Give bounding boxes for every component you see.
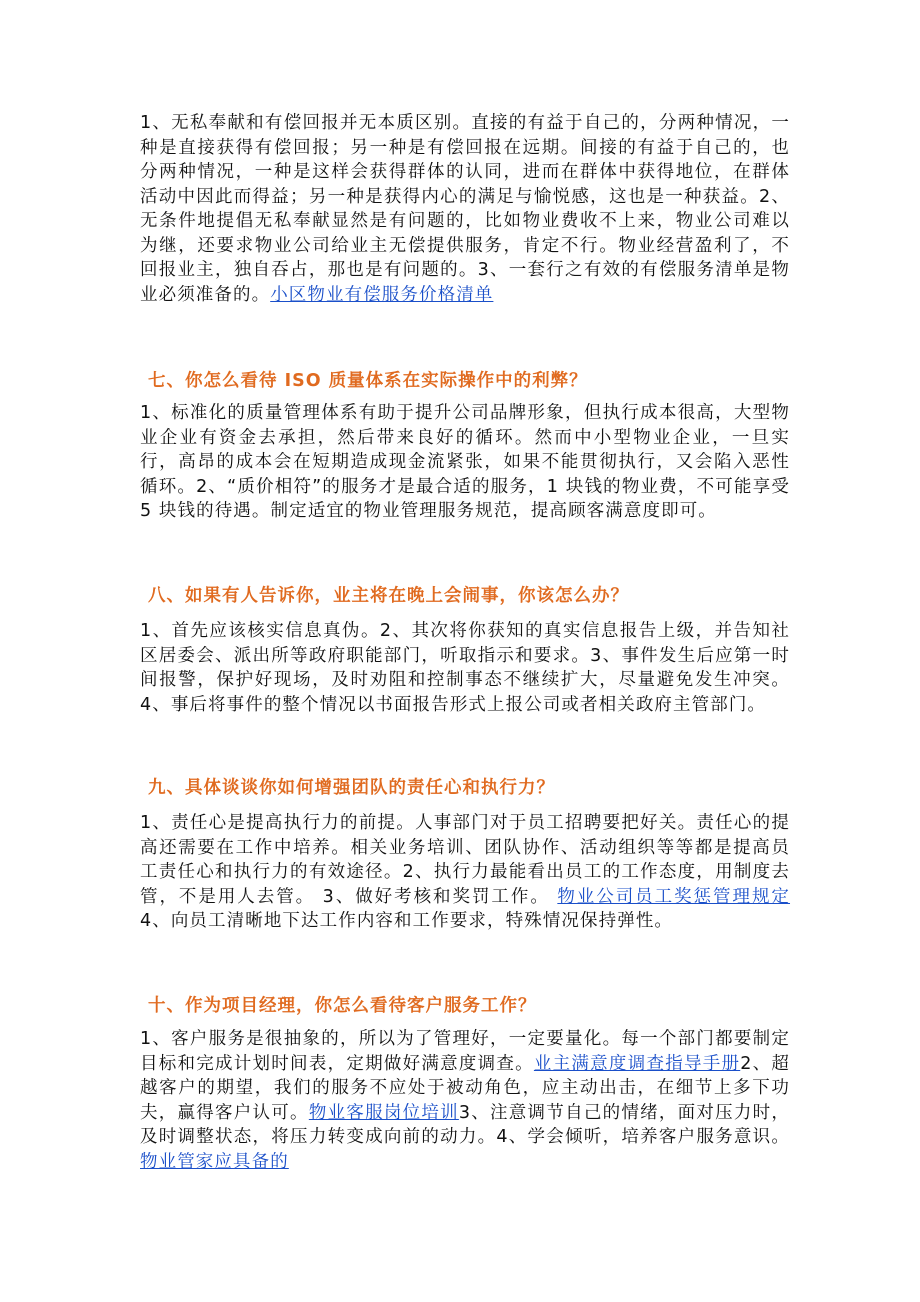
heading-section-8: 八、如果有人告诉你，业主将在晚上会闹事，你该怎么办？ [148,586,629,606]
paragraph-section-8 [140,619,790,717]
paragraph-text: 4、向员工清晰地下达工作内容和工作要求，特殊情况保持弹性。 [140,911,674,931]
heading-section-10: 十、作为项目经理，你怎么看待客户服务工作？ [148,996,537,1016]
paragraph-text: 1、无私奉献和有偿回报并无本质区别。直接的有益于自己的，分两种情况，一种是直接获得有偿回报；另一种是有偿回报在远期。间接的有益于自己的，也分两种情况，一种是这样会获得群体的认同，进而在群体中获得地位，在群体活动中因此而得益；另一种是获得内心的满足与愉悦感，这也是一种获益。2、无条件地提倡无私奉献显然是有问题的，比如物业费收不上来，物业公司难以为继，还要求物业公司给业主无偿提供服务，肯定不行。物业经营盈利了，不回报业主，独自吞占，那也是有问题的。3、一套行之有效的有偿服务清单是物业必须准备的。 [140,113,790,305]
paragraph-text: 1、客户服务是很抽象的，所以为了管理好，一定要量化。每一个部门都要制定目标和完成计划时间表，定期做好满意度调查。 [140,1029,790,1074]
paragraph-text: 1、首先应该核实信息真伪。2、其次将你获知的真实信息报告上级，并告知社区居委会、派出所等政府职能部门，听取指示和要求。3、事件发生后应第一时间报警，保护好现场，及时劝阻和控制事态不继续扩大，尽量避免发生冲突。4、事后将事件的整个情况以书面报告形式上报公司或者相关政府主管部门。 [140,621,790,715]
link-satisfaction-survey-manual[interactable]: 业主满意度调查指导手册 [533,1053,741,1074]
paragraph-text: 1、责任心是提高执行力的前提。人事部门对于员工招聘要把好关。责任心的提高还需要在工作中培养。相关业务培训、团队协作、活动组织等等都是提高员工责任心和执行力的有效途径。2、执行力最能看出员工的工作态度，用制度去管，不是用人去管。 3、做好考核和奖罚工作。 [140,813,790,907]
link-employee-reward-punishment-rules[interactable]: 物业公司员工奖惩管理规定 [557,886,791,907]
link-customer-service-training[interactable]: 物业客服岗位培训 [308,1102,459,1123]
heading-section-7: 七、你怎么看待 ISO 质量体系在实际操作中的利弊？ [148,371,588,391]
paragraph-1 [140,111,790,307]
paragraph-section-7 [140,401,790,524]
heading-section-9: 九、具体谈谈你如何增强团队的责任心和执行力？ [148,778,555,798]
paragraph-text: 3、注意调节自己的情绪，面对压力时，及时调整状态，将压力转变成向前的动力。4、学会倾听，培养客户服务意识。 [140,1102,790,1147]
link-property-butler-requirements[interactable]: 物业管家应具备的 [140,1151,289,1172]
paragraph-text: 2、超越客户的期望，我们的服务不应处于被动角色，应主动出击，在细节上多下功夫，赢得客户认可。 [140,1053,790,1123]
paragraph-section-10 [140,1027,790,1174]
paragraph-text: 1、标准化的质量管理体系有助于提升公司品牌形象，但执行成本很高，大型物业企业有资金去承担，然后带来良好的循环。然而中小型物业企业，一旦实行，高昂的成本会在短期造成现金流紧张，如果不能贯彻执行，又会陷入恶性循环。2、“质价相符”的服务才是最合适的服务，1 块钱的物业费，不可能享受 5 块钱的待遇。制定适宜的物业管理服务规范，提高顾客满意度即可。 [140,403,790,521]
paragraph-section-9 [140,811,790,934]
link-paid-service-price-list[interactable]: 小区物业有偿服务价格清单 [270,284,494,305]
